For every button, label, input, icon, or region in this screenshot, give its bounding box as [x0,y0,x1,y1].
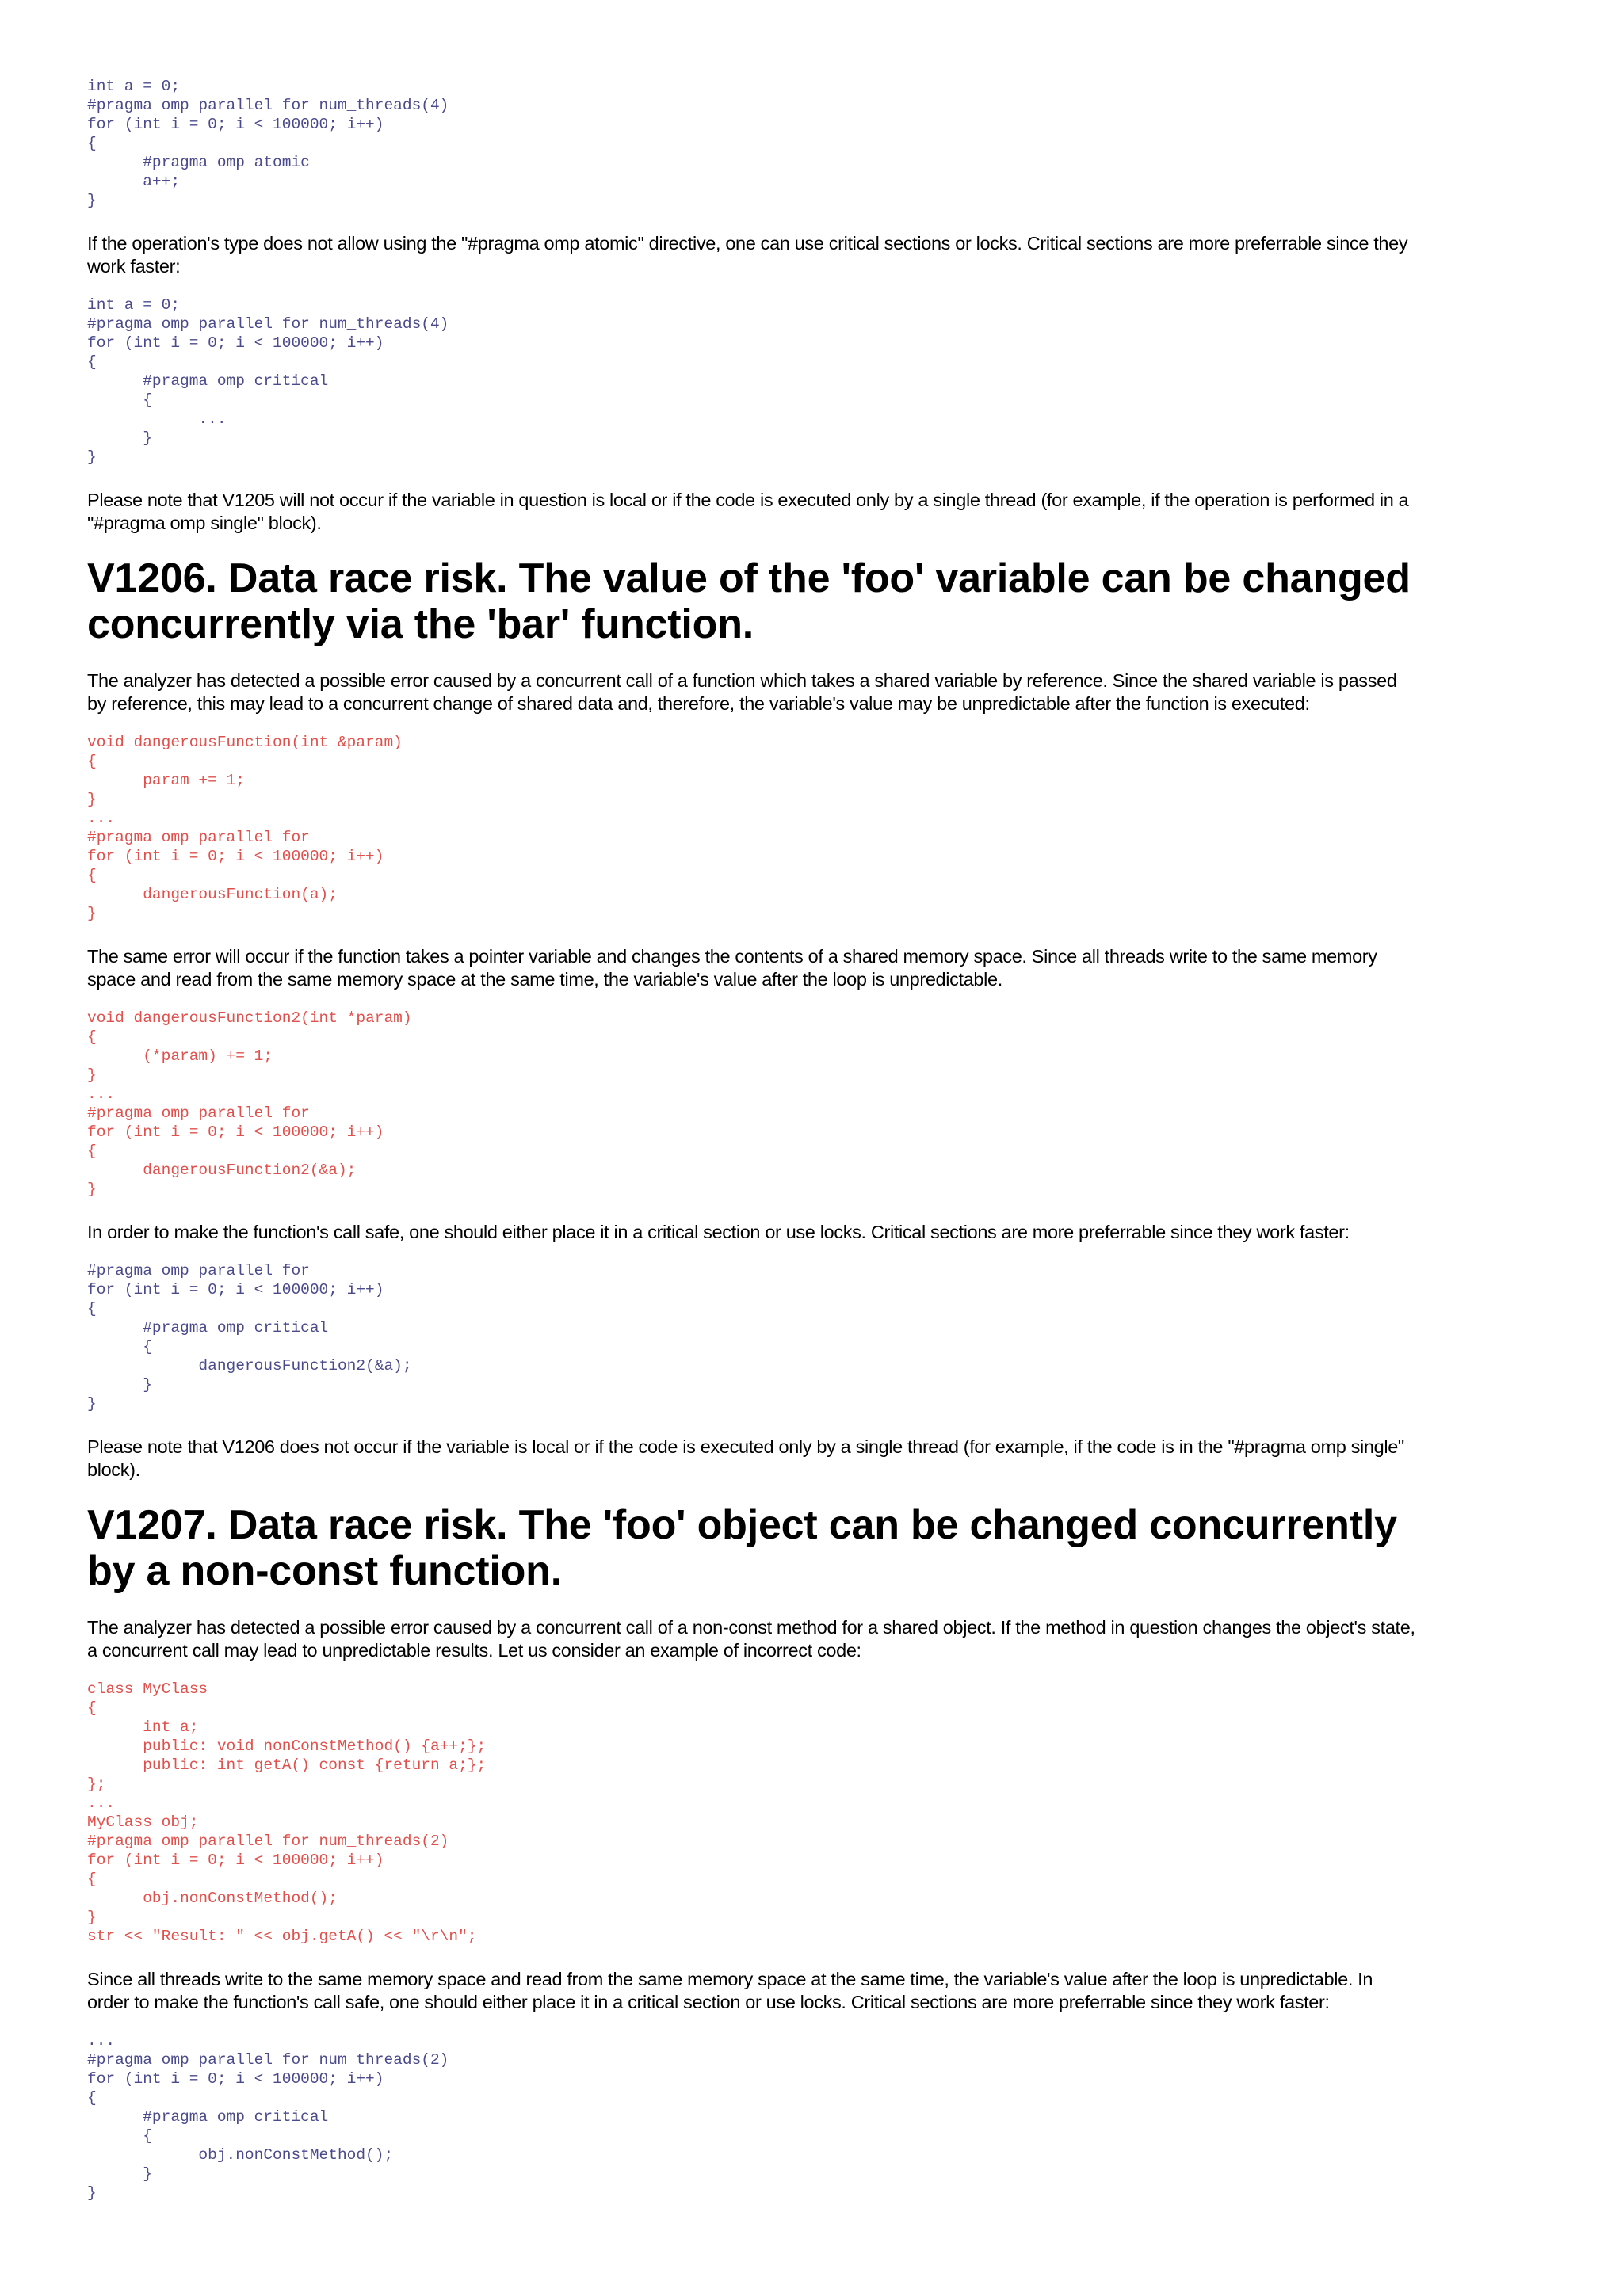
document-page [87,77,1419,2203]
heading-v1207: V1207. Data race risk. The 'foo' object can be changed concurrently by a non-const function. [87,1502,1397,1594]
paragraph-v1206-note: Please note that V1206 does not occur if the variable is local or if the code is executed only by a single thread (for example, if the code is in the "#pragma omp single" block). [87,1436,1404,1480]
paragraph-v1206-intro: The analyzer has detected a possible error caused by a concurrent call of a function which takes a shared variable by reference. Since the shared variable is passed by reference, this may lead to a concurrent change of shared data and, therefore, the variable's value may be unpredictable after the function is executed: [87,670,1397,714]
code-example-nonconst: class MyClass { int a; public: void nonConstMethod() {a++;}; public: int getA() const {return a;}; }; ... MyClass obj; #pragma omp parallel for num_threads(2) for (int i = 0; i < 100000; i++) { obj.nonConstMethod(); } str << "Result: " << obj.getA() << "\r\n"; [87,1680,487,1945]
paragraph-safe-call: In order to make the function's call safe, one should either place it in a critical section or use locks. Critical sections are more preferrable since they work faster: [87,1222,1350,1242]
paragraph-critical-sections: If the operation's type does not allow using the "#pragma omp atomic" directive, one can use critical sections or locks. Critical sections are more preferrable since they work faster: [87,233,1408,277]
paragraph-v1205-note: Please note that V1205 will not occur if the variable in question is local or if the code is executed only by a single thread (for example, if the operation is performed in a "#pragma omp single" block). [87,490,1409,533]
code-example-pointer: void dangerousFunction2(int *param) { (*param) += 1; } ... #pragma omp parallel for for (int i = 0; i < 100000; i++) { dangerousFunction2(&a); } [87,1009,412,1198]
code-example-critical: int a = 0; #pragma omp parallel for num_threads(4) for (int i = 0; i < 100000; i++) { #pragma omp critical { ... } } [87,296,449,466]
heading-v1206: V1206. Data race risk. The value of the 'foo' variable can be changed concurrently via the 'bar' function. [87,555,1411,647]
code-example-nonconst-safe: ... #pragma omp parallel for num_threads(2) for (int i = 0; i < 100000; i++) { #pragma omp critical { obj.nonConstMethod(); } } [87,2032,449,2202]
paragraph-v1207-fix: Since all threads write to the same memory space and read from the same memory space at the same time, the variable's value after the loop is unpredictable. In order to make the function's call safe, one should either place it in a critical section or use locks. Critical sections are more preferrable since they work faster: [87,1969,1373,2012]
code-example-atomic: int a = 0; #pragma omp parallel for num_threads(4) for (int i = 0; i < 100000; i++) { #pragma omp atomic a++; } [87,78,449,209]
paragraph-pointer-error: The same error will occur if the function takes a pointer variable and changes the contents of a shared memory space. Since all threads write to the same memory space and read from the same memory space at the same time, the variable's value after the loop is unpredictable. [87,946,1377,990]
code-example-safe-call: #pragma omp parallel for for (int i = 0; i < 100000; i++) { #pragma omp critical { dangerousFunction2(&a); } } [87,1262,412,1413]
code-example-reference: void dangerousFunction(int &param) { param += 1; } ... #pragma omp parallel for for (int i = 0; i < 100000; i++) { dangerousFunction(a); } [87,734,403,922]
paragraph-v1207-intro: The analyzer has detected a possible error caused by a concurrent call of a non-const method for a shared object. If the method in question changes the object's state, a concurrent call may lead to unpredictable results. Let us consider an example of incorrect code: [87,1617,1415,1661]
